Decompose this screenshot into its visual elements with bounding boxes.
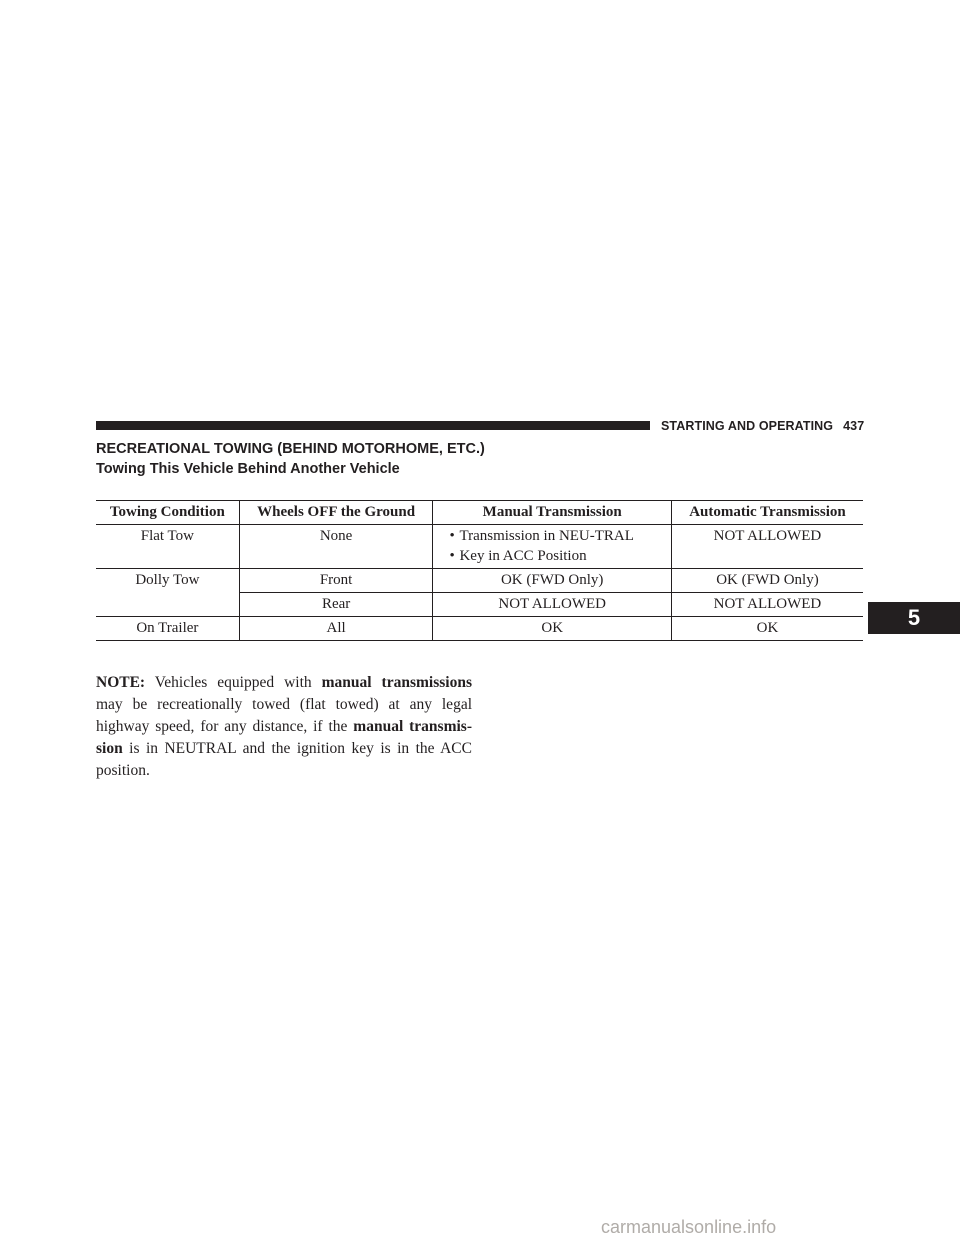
note-text: Vehicles equipped with bbox=[145, 673, 322, 691]
column-header-towing-condition: Towing Condition bbox=[96, 501, 239, 525]
chapter-tab: 5 bbox=[868, 602, 960, 634]
bullet-text: Key in ACC Position bbox=[459, 548, 587, 564]
note-emphasis: manual transmissions bbox=[321, 673, 472, 691]
cell-automatic: OK bbox=[671, 617, 863, 641]
list-item bbox=[437, 526, 666, 546]
table-row-flat-tow bbox=[96, 525, 863, 569]
cell-wheels: Rear bbox=[239, 593, 433, 617]
bullet-text: Transmission in NEU-TRAL bbox=[459, 528, 634, 544]
note-label: NOTE: bbox=[96, 673, 146, 691]
page-number: 437 bbox=[843, 419, 865, 433]
header-rule bbox=[96, 421, 650, 430]
column-header-automatic: Automatic Transmission bbox=[671, 501, 863, 525]
note-text: may be recreationally towed (flat towed) at any legal highway speed, for any distance, if the bbox=[96, 695, 472, 735]
cell-manual: NOT ALLOWED bbox=[433, 593, 671, 617]
sub-heading: Towing This Vehicle Behind Another Vehicle bbox=[96, 461, 400, 477]
watermark: carmanualsonline.info bbox=[601, 1217, 777, 1237]
table-row-dolly-front bbox=[96, 569, 863, 593]
note-text: is in NEUTRAL and the ignition key is in the ACC position. bbox=[96, 739, 472, 779]
note-paragraph bbox=[96, 672, 472, 782]
cell-wheels: All bbox=[239, 617, 433, 641]
table-header-row bbox=[96, 501, 863, 525]
column-header-wheels-off: Wheels OFF the Ground bbox=[239, 501, 433, 525]
cell-condition: Dolly Tow bbox=[96, 569, 239, 617]
section-heading: RECREATIONAL TOWING (BEHIND MOTORHOME, ETC.) bbox=[96, 441, 485, 457]
header-section-title: STARTING AND OPERATING bbox=[661, 419, 834, 433]
cell-manual: OK (FWD Only) bbox=[433, 569, 671, 593]
towing-table bbox=[96, 500, 863, 641]
cell-wheels: None bbox=[239, 525, 433, 569]
cell-automatic: OK (FWD Only) bbox=[671, 569, 863, 593]
cell-condition: On Trailer bbox=[96, 617, 239, 641]
running-header bbox=[661, 419, 864, 433]
cell-automatic: NOT ALLOWED bbox=[671, 593, 863, 617]
list-item bbox=[437, 546, 666, 566]
cell-automatic: NOT ALLOWED bbox=[671, 525, 863, 569]
cell-manual bbox=[433, 525, 671, 569]
cell-condition: Flat Tow bbox=[96, 525, 239, 569]
cell-wheels: Front bbox=[239, 569, 433, 593]
table-row-on-trailer bbox=[96, 617, 863, 641]
note-emphasis: manual transmis-sion bbox=[96, 717, 472, 757]
cell-manual: OK bbox=[433, 617, 671, 641]
column-header-manual: Manual Transmission bbox=[433, 501, 671, 525]
manual-requirements-list bbox=[437, 526, 666, 566]
